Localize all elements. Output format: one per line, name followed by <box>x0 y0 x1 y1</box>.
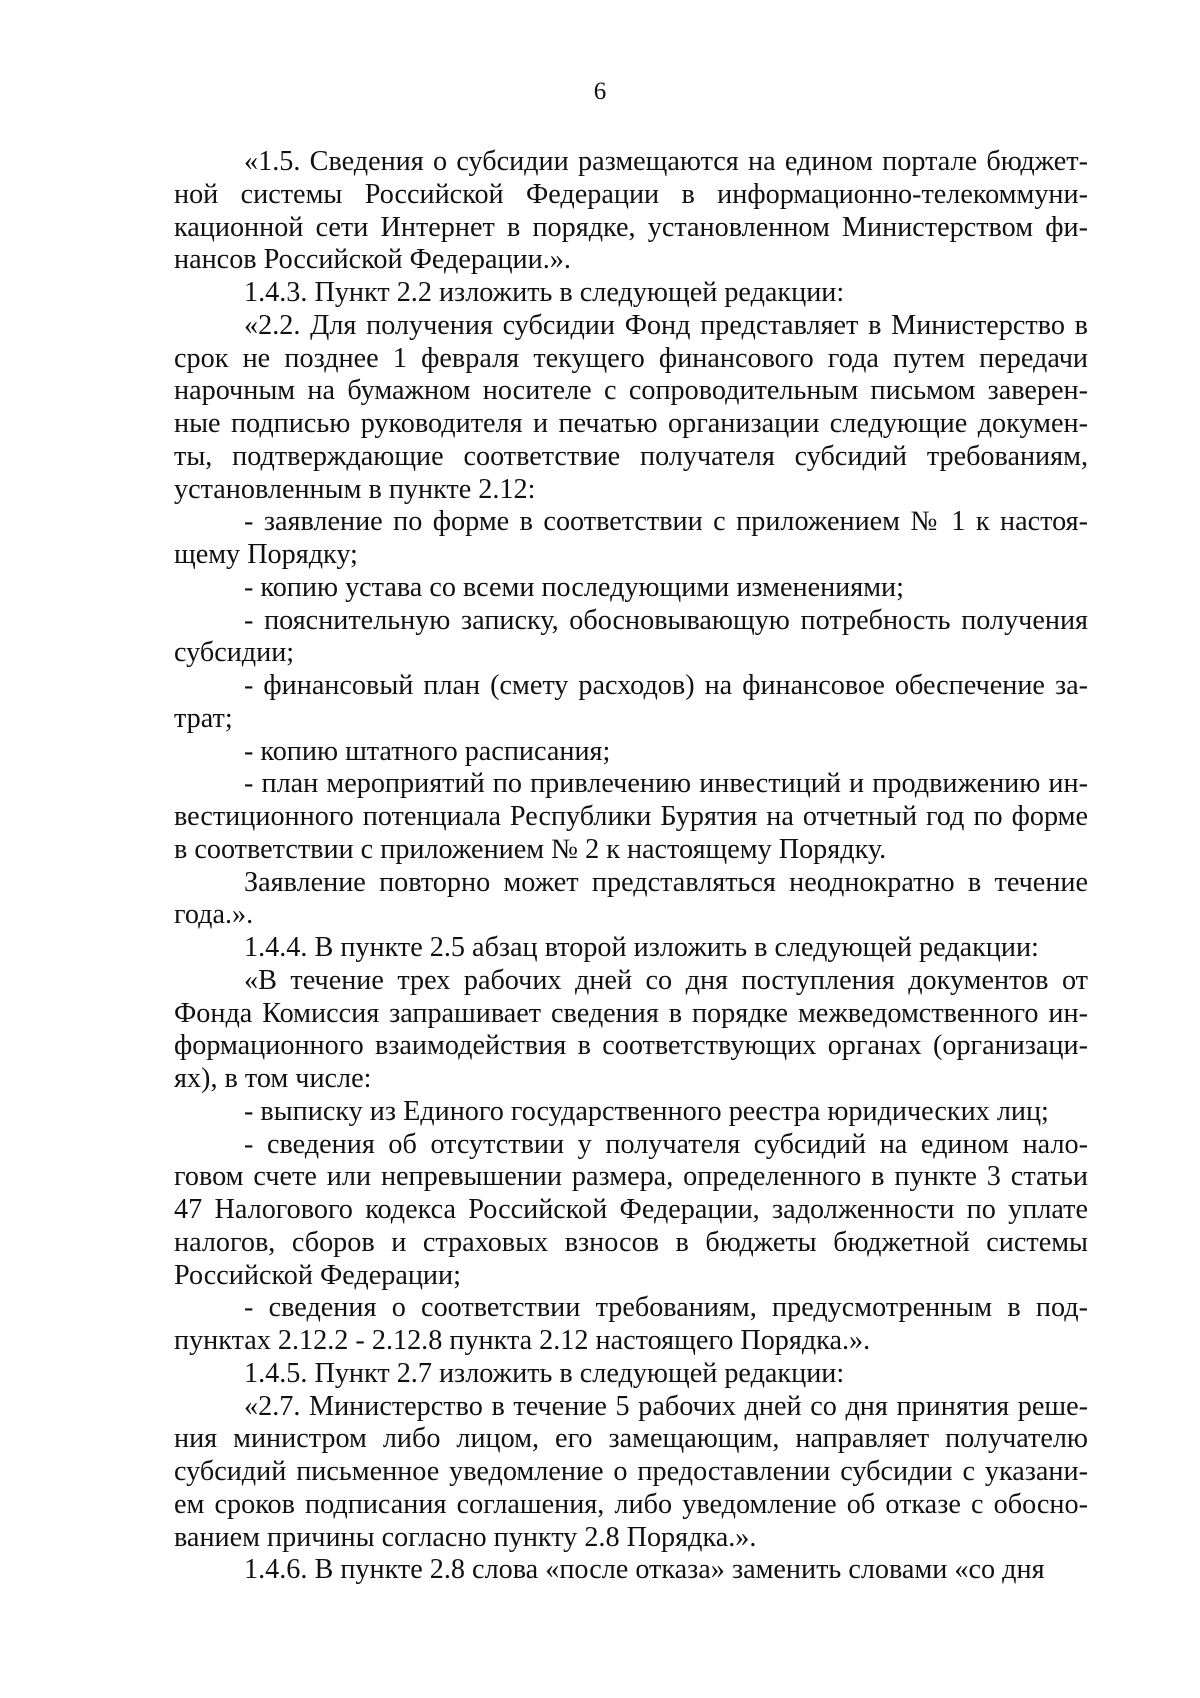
paragraph-1-5-text: «1.5. Сведения о субсидии размещаются на едином портале бюджетной системы Российской Федерации в информационно-телекоммуникационной сети Интернет в порядке, установленном Министерством финансов Российской Федерации.». <box>174 146 1088 276</box>
list-item-staff-schedule: - копию штатного расписания; <box>244 735 611 767</box>
document-body <box>174 146 1088 1587</box>
paragraph-1-4-3: 1.4.3. Пункт 2.2 изложить в следующей редакции: <box>244 277 845 308</box>
list-item-explanatory-note: - пояснительную записку, обосновывающую потребность получения субсидии; <box>174 604 1088 669</box>
list-item-application: - заявление по форме в соответствии с приложением № 1 к настоящему Порядку; <box>174 506 1088 570</box>
paragraph-commission-request: «В течение трех рабочих дней со дня поступления документов от Фонда Комиссия запрашивает сведения в порядке межведомственного информационного взаимодействия в соответствующих органах (организациях), в том числе: <box>174 964 1088 1094</box>
list-item-compliance-info: - сведения о соответствии требованиям, предусмотренным в подпунктах 2.12.2 - 2.12.8 пункта 2.12 настоящего Порядка.». <box>174 1292 1088 1356</box>
paragraph-1-4-6: 1.4.6. В пункте 2.8 слова «после отказа» заменить словами «со дня <box>244 1554 1045 1586</box>
list-item-financial-plan: - финансовый план (смету расходов) на финансовое обеспечение затрат; <box>174 670 1088 734</box>
list-item-charter-copy: - копию устава со всеми последующими изменениями; <box>244 571 904 603</box>
paragraph-1-4-5: 1.4.5. Пункт 2.7 изложить в следующей редакции: <box>244 1357 845 1389</box>
paragraph-2-2-text: «2.2. Для получения субсидии Фонд представляет в Министерство в срок не позднее 1 февраля текущего финансового года путем передачи нарочным на бумажном носителе с сопроводительным письмом заверенные подписью руководителя и печатью организации следующие документы, подтверждающие соответствие получателя субсидий требованиям, установленным в пункте 2.12: <box>174 309 1088 505</box>
list-item-registry-extract: - выписку из Единого государственного реестра юридических лиц; <box>244 1095 1049 1127</box>
list-item-tax-debt-info: - сведения об отсутствии у получателя субсидий на едином налоговом счете или непревышении размера, определенного в пункте 3 статьи 47 Налогового кодекса Российской Федерации, задолженности по уплате налогов, сборов и страховых взносов в бюджеты бюджетной системы Российской Федерации; <box>174 1128 1088 1291</box>
page-number: 6 <box>593 78 607 105</box>
paragraph-1-4-4: 1.4.4. В пункте 2.5 абзац второй изложить в следующей редакции: <box>244 932 1039 963</box>
paragraph-repeat-application: Заявление повторно может представляться неоднократно в течение года.». <box>174 866 1088 931</box>
list-item-investment-plan: - план мероприятий по привлечению инвестиций и продвижению инвестиционного потенциала Республики Бурятия на отчетный год по форме в соответствии с приложением № 2 к настоящему Порядку. <box>174 768 1088 865</box>
paragraph-2-7-text: «2.7. Министерство в течение 5 рабочих дней со дня принятия решения министром либо лицом, его замещающим, направляет получателю субсидий письменное уведомление о предоставлении субсидии с указанием сроков подписания соглашения, либо уведомление об отказе с обоснованием причины согласно пункту 2.8 Порядка.». <box>174 1390 1088 1553</box>
